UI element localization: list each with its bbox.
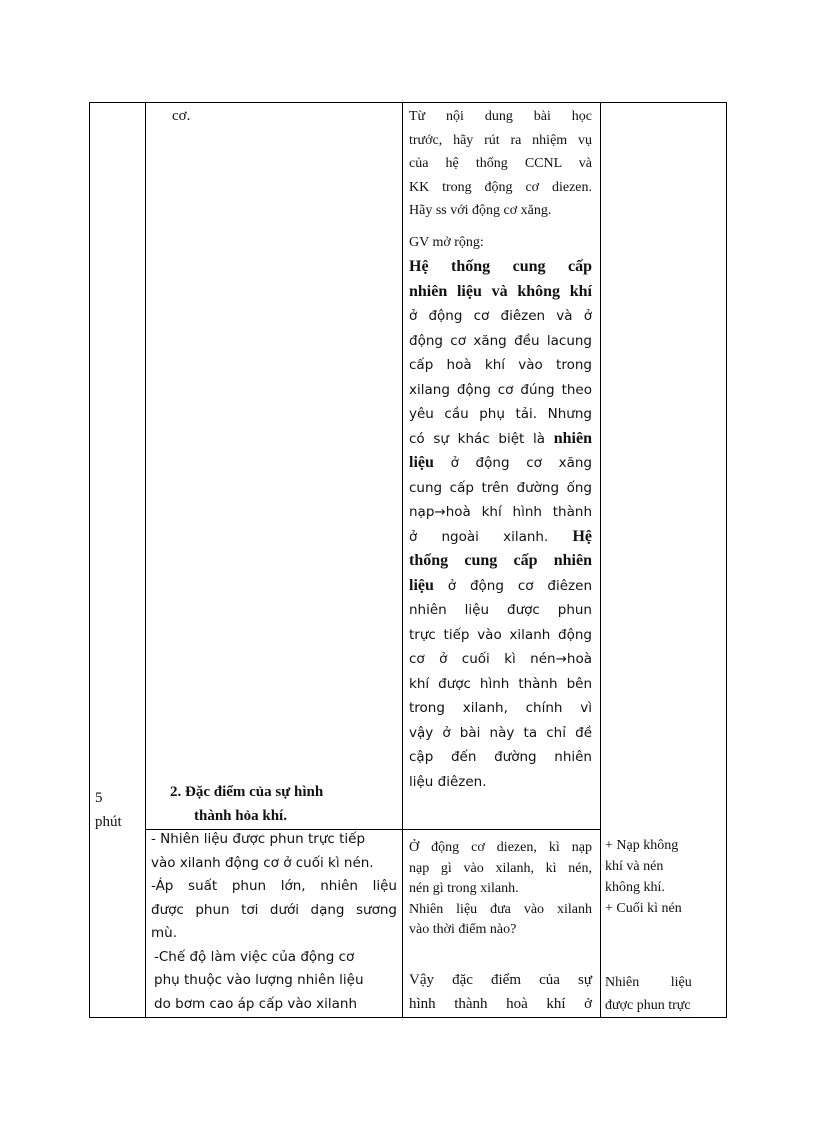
- bullet-2-line: mù.: [151, 925, 177, 941]
- column-divider: [402, 103, 403, 1017]
- bullet-3-line: do bơm cao áp cấp vào xilanh: [154, 995, 358, 1012]
- lesson-table: [89, 102, 727, 1018]
- content-top-fragment: cơ.: [172, 108, 191, 124]
- teacher-gv-label: GV mở rộng:: [409, 235, 484, 250]
- content-bullets: [151, 828, 397, 1016]
- bullet-2-line: -Áp suất phun lớn, nhiên liệu: [151, 878, 397, 894]
- teacher-explanation: Hệ thống cung cấp nhiên liệu và không khí ở động cơ điêzen và ở động cơ xăng đều lacung cấp hoà khí vào trong xilang động cơ đúng theo yêu cầu phụ tải. Nhưng có sự khác biệt là nhiên liệu ở động cơ xăng cung cấp trên đường ống nạp→hoà khí hình thành ở ngoài xilanh. Hệ thống cung cấp nhiên liệu ở động cơ điêzen nhiên liệu được phun trực tiếp vào xilanh động cơ ở cuối kì nén→hoà khí được hình thành bên trong xilanh, chính vì vậy ở bài này ta chỉ đề cập đến đường nhiên liệu điêzen.: [409, 258, 593, 790]
- bullet-2-line: được phun tơi dưới dạng sương: [151, 901, 397, 918]
- column-divider: [145, 103, 146, 1017]
- time-cell: [95, 787, 141, 834]
- time-unit: phút: [95, 813, 122, 830]
- bullet-3-line: -Chế độ làm việc của động cơ: [154, 948, 355, 965]
- bullet-1-line: - Nhiên liệu được phun trực tiếp: [151, 831, 366, 847]
- student-answer-2: Nhiên liệu được phun trực: [605, 975, 692, 1013]
- section-heading: 2. Đặc điểm của sự hình thành hỏa khí.: [170, 784, 324, 824]
- column-divider: [600, 103, 601, 1017]
- time-amount: 5: [95, 790, 103, 806]
- bullet-1-line: vào xilanh động cơ ở cuối kì nén.: [151, 854, 374, 871]
- student-answer-1: + Nạp không khí và nén không khí. + Cuối kì nén: [605, 838, 682, 916]
- teacher-question-1: Từ nội dung bài học trước, hãy rút ra nhiệm vụ của hệ thống CCNL và KK trong động cơ diezen. Hãy ss với động cơ xăng.: [409, 109, 592, 218]
- teacher-question-3: Vậy đặc điểm của sự hình thành hoà khí ở: [409, 972, 592, 1012]
- teacher-question-2: Ở động cơ diezen, kì nạp nạp gì vào xilanh, kì nén, nén gì trong xilanh. Nhiên liệu đưa vào xilanh vào thời điểm nào?: [409, 840, 592, 937]
- bullet-3-line: phụ thuộc vào lượng nhiên liệu: [154, 972, 364, 988]
